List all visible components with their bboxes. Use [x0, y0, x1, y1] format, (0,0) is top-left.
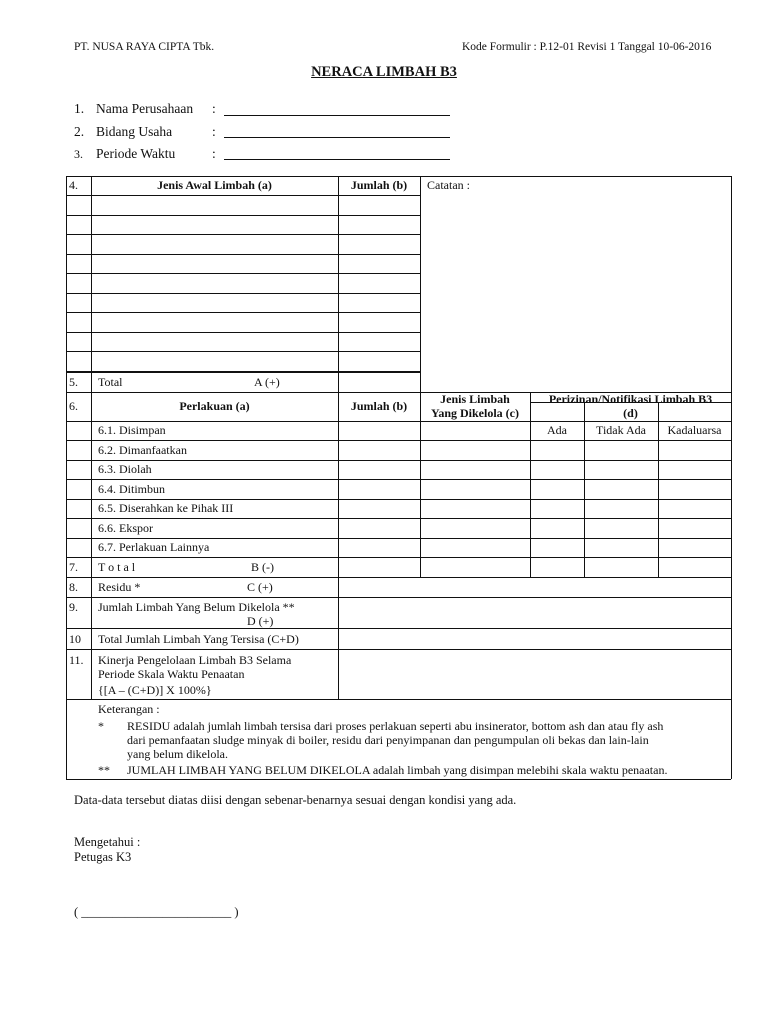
- treatment-diserahkan: 6.5. Diserahkan ke Pihak III: [98, 501, 234, 515]
- statement: Data-data tersebut diatas diisi dengan sebenar-benarnya sesuai dengan kondisi yang ada.: [74, 793, 517, 807]
- row-line: [66, 597, 731, 598]
- col-header-jumlah: Jumlah (b): [350, 178, 408, 192]
- belum-dikelola-formula: D (+): [247, 614, 274, 628]
- note1-line1: RESIDU adalah jumlah limbah tersisa dari proses perlakuan seperti abu insinerator, bottom ash dan atau fly ash: [127, 719, 664, 733]
- table-border: [66, 176, 731, 177]
- table-border: [66, 176, 67, 779]
- signature-line[interactable]: ( ________________________ ): [74, 905, 239, 919]
- row-line: [66, 557, 731, 558]
- table-border: [66, 779, 731, 780]
- row-number-6: 6.: [69, 399, 78, 413]
- row-line: [66, 215, 420, 216]
- residu-label: Residu *: [98, 580, 141, 594]
- row-number-11: 11.: [69, 653, 84, 667]
- page-title: NERACA LIMBAH B3: [311, 64, 457, 80]
- catatan-label: Catatan :: [427, 178, 470, 192]
- row-line: [66, 479, 731, 480]
- nama-perusahaan-input-line[interactable]: [224, 115, 450, 116]
- col-header-ada: Ada: [547, 423, 567, 437]
- treatment-dimanfaatkan: 6.2. Dimanfaatkan: [98, 443, 187, 457]
- field-label-nama-perusahaan: Nama Perusahaan: [96, 101, 194, 116]
- treatment-ditimbun: 6.4. Ditimbun: [98, 482, 166, 496]
- col-header-perlakuan: Perlakuan (a): [179, 399, 250, 413]
- row-line: [66, 421, 731, 422]
- row-line: [66, 332, 420, 333]
- field-label-bidang-usaha: Bidang Usaha: [96, 124, 173, 139]
- row-line: [66, 254, 420, 255]
- row-line: [66, 628, 731, 629]
- note1-mark: *: [98, 719, 104, 733]
- row-line: [66, 273, 420, 274]
- field-colon: :: [212, 124, 216, 139]
- row-number-7: 7.: [69, 560, 78, 574]
- row-number-8: 8.: [69, 580, 78, 594]
- row-line: [66, 518, 731, 519]
- col-header-perizinan-d: (d): [623, 406, 638, 420]
- field-label-periode-waktu: Periode Waktu: [96, 146, 176, 161]
- col-header-kadaluarsa: Kadaluarsa: [667, 423, 722, 437]
- treatment-diolah: 6.3. Diolah: [98, 462, 152, 476]
- treatment-ekspor: 6.6. Ekspor: [98, 521, 153, 535]
- field-colon: :: [212, 101, 216, 116]
- field-number: 2.: [74, 124, 85, 139]
- note2-mark: **: [98, 763, 110, 777]
- field-number: 1.: [74, 101, 85, 116]
- row-line: [66, 312, 420, 313]
- petugas-label: Petugas K3: [74, 850, 132, 864]
- total-a-formula: A (+): [254, 375, 280, 389]
- row-line: [66, 351, 420, 352]
- note2-line1: JUMLAH LIMBAH YANG BELUM DIKELOLA adalah limbah yang disimpan melebihi skala waktu penaatan.: [127, 763, 668, 777]
- row-line: [66, 440, 731, 441]
- col-header-jenis-limbah-2: Yang Dikelola (c): [431, 406, 519, 420]
- row-line: [66, 371, 420, 373]
- row-line: [66, 577, 731, 578]
- row-number-4: 4.: [69, 178, 78, 192]
- field-colon: :: [212, 146, 216, 161]
- keterangan-title: Keterangan :: [98, 702, 160, 716]
- periode-waktu-input-line[interactable]: [224, 159, 450, 160]
- waste-balance-table: [66, 176, 731, 779]
- note1-line2: dari pemanfaatan sludge minyak di boiler, residu dari penyimpanan dan pengumpulan oli bekas dan lain-lain: [127, 733, 649, 747]
- row-number-9: 9.: [69, 600, 78, 614]
- total-a-label: Total: [98, 375, 123, 389]
- col-header-jenis-awal: Jenis Awal Limbah (a): [157, 178, 272, 192]
- row-line: [66, 195, 420, 196]
- form-code: Kode Formulir : P.12-01 Revisi 1 Tanggal 10-06-2016: [462, 41, 712, 53]
- row-line: [66, 649, 731, 650]
- col-line: [420, 176, 421, 577]
- row-line: [66, 293, 420, 294]
- total-b-label: T o t a l: [98, 560, 136, 574]
- col-header-jumlah-6: Jumlah (b): [350, 399, 408, 413]
- belum-dikelola-label: Jumlah Limbah Yang Belum Dikelola **: [98, 600, 295, 614]
- treatment-lainnya: 6.7. Perlakuan Lainnya: [98, 540, 210, 554]
- bidang-usaha-input-line[interactable]: [224, 137, 450, 138]
- col-header-perizinan: Perizinan/Notifikasi Limbah B3: [548, 392, 713, 406]
- col-header-jenis-limbah: Jenis Limbah: [440, 392, 510, 406]
- col-header-tidak-ada: Tidak Ada: [596, 423, 646, 437]
- field-number: 3.: [74, 147, 83, 161]
- row-number-10: 10: [69, 632, 81, 646]
- row-line: [66, 499, 731, 500]
- row-line: [66, 538, 731, 539]
- table-border: [731, 176, 732, 779]
- kinerja-label-1: Kinerja Pengelolaan Limbah B3 Selama: [98, 653, 292, 667]
- total-b-formula: B (-): [251, 560, 274, 574]
- row-line: [66, 234, 420, 235]
- col-line: [338, 176, 339, 699]
- company-name: PT. NUSA RAYA CIPTA Tbk.: [74, 41, 215, 53]
- row-number-5: 5.: [69, 375, 78, 389]
- col-line: [91, 176, 92, 699]
- treatment-disimpan: 6.1. Disimpan: [98, 423, 166, 437]
- kinerja-formula: {[A – (C+D)] X 100%}: [98, 683, 212, 697]
- row-line: [66, 699, 731, 700]
- kinerja-label-2: Periode Skala Waktu Penaatan: [98, 667, 245, 681]
- row-line: [66, 460, 731, 461]
- residu-formula: C (+): [247, 580, 273, 594]
- note1-line3: yang belum dikelola.: [127, 747, 228, 761]
- mengetahui-label: Mengetahui :: [74, 835, 141, 849]
- total-tersisa-label: Total Jumlah Limbah Yang Tersisa (C+D): [98, 632, 299, 646]
